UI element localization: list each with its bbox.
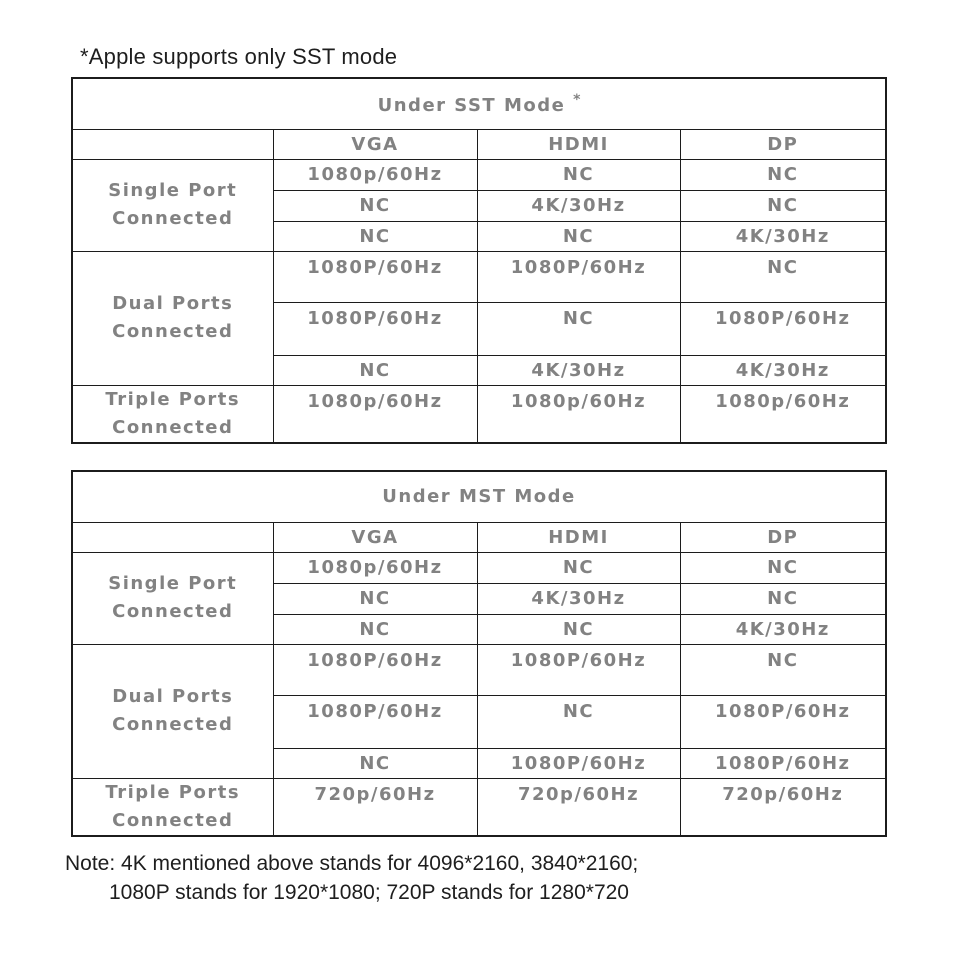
data-cell: 4K/30Hz bbox=[680, 355, 886, 385]
row-label-line: Triple Ports bbox=[105, 781, 241, 803]
data-cell: NC bbox=[273, 583, 477, 614]
data-cell: NC bbox=[477, 695, 680, 748]
data-cell: 4K/30Hz bbox=[477, 355, 680, 385]
resolution-note-line-2: 1080P stands for 1920*1080; 720P stands for 1280*720 bbox=[109, 881, 629, 904]
table bbox=[71, 77, 887, 444]
column-header-vga: VGA bbox=[273, 522, 477, 552]
row-label-line: Triple Ports bbox=[105, 388, 241, 410]
column-header-hdmi: HDMI bbox=[477, 129, 680, 159]
table-title: Under MST Mode bbox=[72, 471, 886, 522]
table-title: Under SST Mode * bbox=[72, 78, 886, 129]
data-cell: NC bbox=[680, 644, 886, 695]
row-label-line: Single Port bbox=[108, 573, 238, 594]
data-cell: 720p/60Hz bbox=[273, 778, 477, 836]
row-label-line: Single Port bbox=[108, 180, 238, 201]
row-label bbox=[72, 385, 273, 443]
corner-cell bbox=[72, 522, 273, 552]
row-label bbox=[72, 159, 273, 251]
column-header-dp: DP bbox=[680, 129, 886, 159]
resolution-note-line-1: Note: 4K mentioned above stands for 4096*2160, 3840*2160; bbox=[65, 852, 639, 875]
data-cell: NC bbox=[680, 583, 886, 614]
row-label-line: Connected bbox=[112, 714, 234, 735]
column-header-vga: VGA bbox=[273, 129, 477, 159]
row-label-line: Connected bbox=[112, 208, 234, 229]
data-cell: NC bbox=[273, 748, 477, 778]
row-label bbox=[72, 251, 273, 385]
column-header-dp: DP bbox=[680, 522, 886, 552]
data-cell: 1080P/60Hz bbox=[273, 251, 477, 302]
data-cell: 1080P/60Hz bbox=[477, 748, 680, 778]
data-cell: NC bbox=[680, 251, 886, 302]
data-cell: NC bbox=[477, 552, 680, 583]
row-label-line: Connected bbox=[112, 321, 234, 342]
row-label bbox=[72, 778, 273, 836]
data-cell: 1080P/60Hz bbox=[273, 695, 477, 748]
data-cell: 1080p/60Hz bbox=[680, 385, 886, 443]
data-cell: 1080P/60Hz bbox=[680, 748, 886, 778]
data-cell: NC bbox=[477, 302, 680, 355]
data-cell: 720p/60Hz bbox=[477, 778, 680, 836]
asterisk: * bbox=[573, 91, 581, 108]
data-cell: 1080p/60Hz bbox=[273, 385, 477, 443]
data-cell: NC bbox=[477, 221, 680, 251]
data-cell: 1080p/60Hz bbox=[477, 385, 680, 443]
data-cell: 1080P/60Hz bbox=[477, 644, 680, 695]
data-cell: 4K/30Hz bbox=[477, 190, 680, 221]
row-label-line: Connected bbox=[112, 601, 234, 622]
data-cell: 1080P/60Hz bbox=[273, 644, 477, 695]
data-cell: NC bbox=[273, 614, 477, 644]
data-cell: 1080P/60Hz bbox=[680, 695, 886, 748]
data-cell: 1080P/60Hz bbox=[273, 302, 477, 355]
corner-cell bbox=[72, 129, 273, 159]
data-cell: 1080p/60Hz bbox=[273, 552, 477, 583]
row-label-line: Dual Ports bbox=[112, 293, 234, 314]
row-label bbox=[72, 552, 273, 644]
data-cell: NC bbox=[477, 614, 680, 644]
apple-sst-note: *Apple supports only SST mode bbox=[80, 44, 398, 69]
data-cell: NC bbox=[680, 190, 886, 221]
resolution-note bbox=[65, 849, 638, 907]
data-cell: NC bbox=[273, 190, 477, 221]
sst-mode-table bbox=[71, 77, 887, 444]
data-cell: 4K/30Hz bbox=[477, 583, 680, 614]
data-cell: 1080P/60Hz bbox=[477, 251, 680, 302]
row-label-line: Connected bbox=[112, 809, 234, 831]
data-cell: NC bbox=[273, 355, 477, 385]
data-cell: NC bbox=[680, 159, 886, 190]
table bbox=[71, 470, 887, 837]
data-cell: NC bbox=[680, 552, 886, 583]
data-cell: NC bbox=[477, 159, 680, 190]
data-cell: 720p/60Hz bbox=[680, 778, 886, 836]
data-cell: 4K/30Hz bbox=[680, 221, 886, 251]
data-cell: 1080P/60Hz bbox=[680, 302, 886, 355]
column-header-hdmi: HDMI bbox=[477, 522, 680, 552]
data-cell: NC bbox=[273, 221, 477, 251]
data-cell: 1080p/60Hz bbox=[273, 159, 477, 190]
row-label bbox=[72, 644, 273, 778]
data-cell: 4K/30Hz bbox=[680, 614, 886, 644]
mst-mode-table bbox=[71, 470, 887, 837]
row-label-line: Connected bbox=[112, 416, 234, 438]
row-label-line: Dual Ports bbox=[112, 686, 234, 707]
